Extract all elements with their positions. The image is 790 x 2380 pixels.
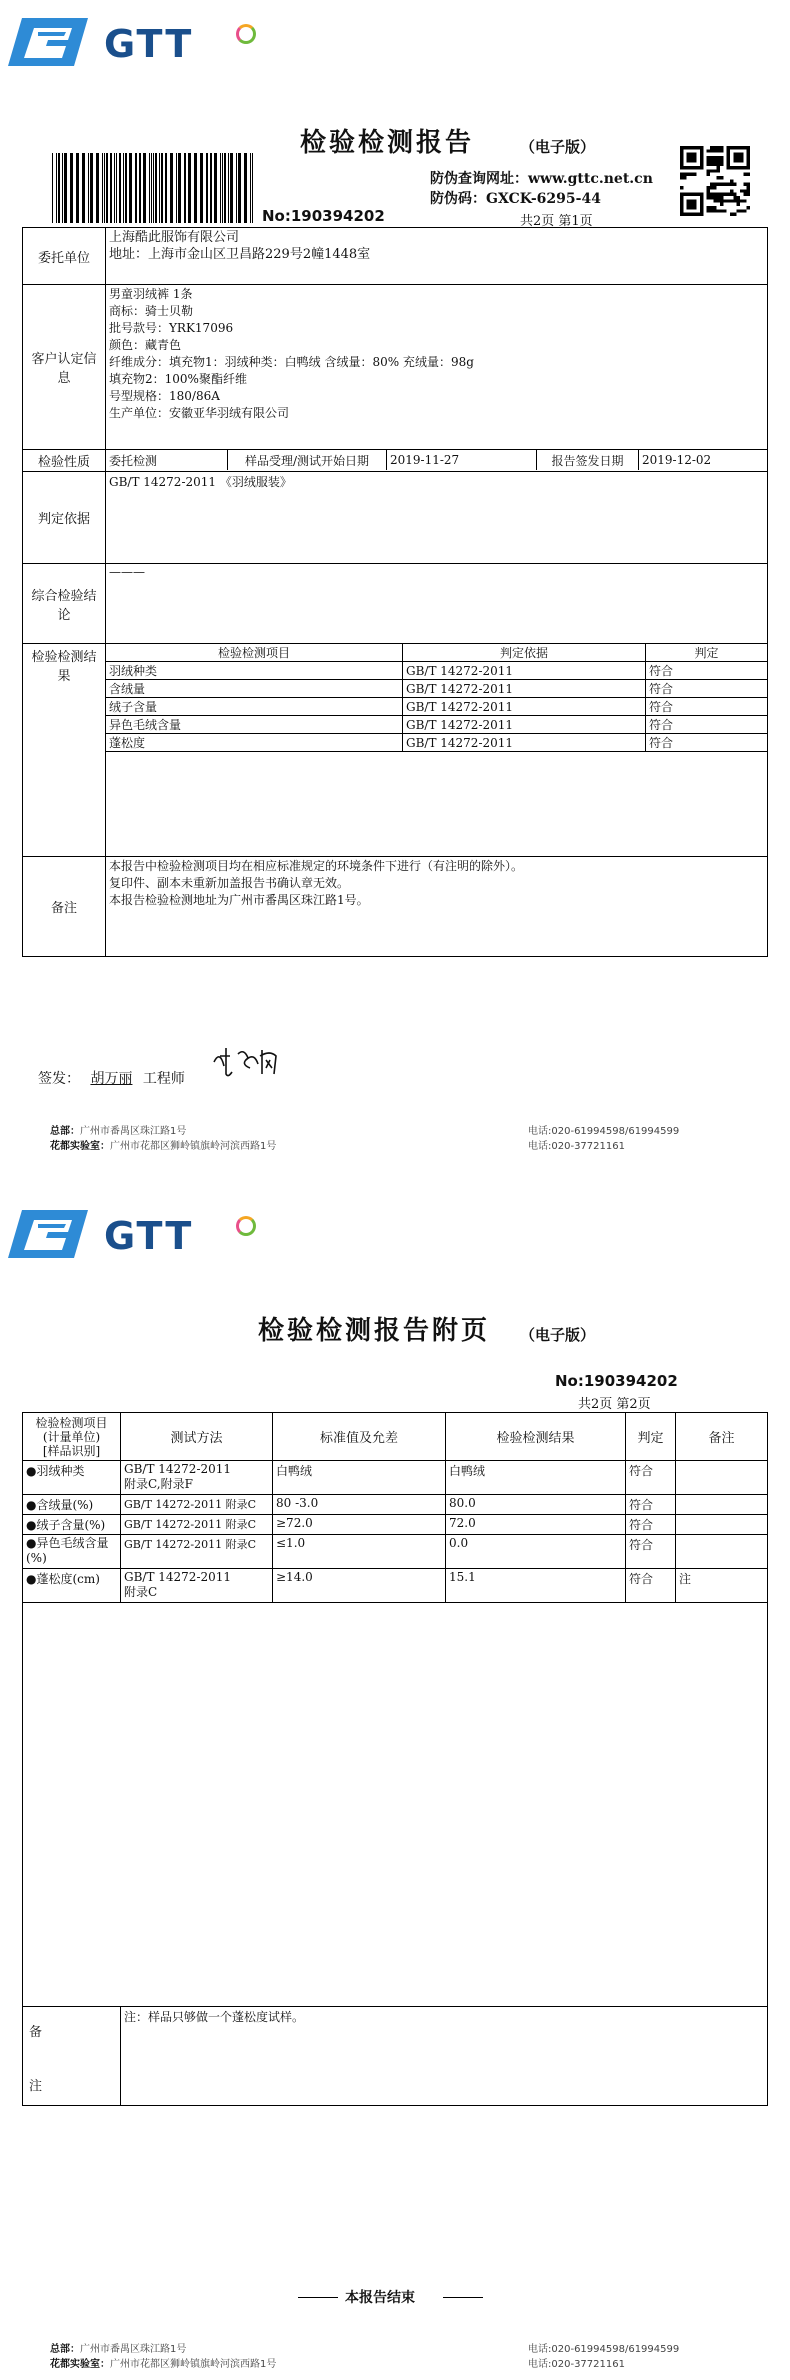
- page-count: 共2页 第2页: [578, 1397, 651, 1412]
- customer-line: 填充物2：100%聚酯纤维: [109, 372, 247, 386]
- appendix-note: [676, 1495, 768, 1515]
- appendix-table: [22, 1412, 768, 2106]
- basis-value: GB/T 14272-2011 《羽绒服装》: [106, 472, 768, 564]
- remark-label-char: 备: [29, 2025, 43, 2040]
- end-text: 本报告结束: [345, 2290, 415, 2306]
- appendix-blank-area: [23, 1603, 768, 2007]
- received-date-value: 2019-11-27: [387, 450, 537, 470]
- appendix-method: GB/T 14272-2011 附录C,附录F: [121, 1461, 273, 1495]
- appendix-note: [676, 1515, 768, 1535]
- appendix-judge: 符合: [626, 1535, 676, 1569]
- report-number: No:190394202: [262, 207, 385, 225]
- end-line-left: [298, 2297, 338, 2298]
- page-title: 检验检测报告: [300, 128, 475, 158]
- sign-title: 工程师: [142, 1071, 185, 1087]
- table-row: [106, 734, 767, 752]
- result-judge: 符合: [646, 662, 768, 680]
- customer-line: 商标：骑士贝勒: [109, 304, 194, 318]
- customer-line: 号型规格：180/86A: [109, 389, 220, 403]
- appendix-item: ●羽绒种类: [23, 1461, 121, 1495]
- verify-site: 防伪查询网址：www.gttc.net.cn: [430, 171, 653, 187]
- result-item: 含绒量: [106, 680, 403, 698]
- gtt-logo-icon: [8, 1210, 88, 1258]
- customer-line: 男童羽绒裤 1条: [109, 287, 193, 301]
- table-row: [23, 1515, 768, 1535]
- result-item: 异色毛绒含量: [106, 716, 403, 734]
- result-basis: GB/T 14272-2011: [403, 734, 646, 752]
- footer-lab: [50, 2355, 276, 2370]
- appendix-result: 72.0: [446, 1515, 626, 1535]
- gtt-logo-icon: [8, 18, 88, 66]
- table-row: [23, 1495, 768, 1515]
- footer-lab-label: 花都实验室：: [50, 2359, 110, 2370]
- conclusion-label: 综合检验结论: [23, 564, 106, 644]
- issue-date-label: 报告签发日期: [537, 450, 639, 470]
- result-judge: 符合: [646, 716, 768, 734]
- footer-hq-label: 总部：: [50, 2344, 80, 2355]
- gtt-logo: [8, 1210, 268, 1260]
- appendix-judge: 符合: [626, 1495, 676, 1515]
- remark-label-cell: [23, 2007, 121, 2106]
- remarks-label: 备注: [23, 857, 106, 957]
- appendix-standard: 80 -3.0: [273, 1495, 446, 1515]
- result-item: 羽绒种类: [106, 662, 403, 680]
- result-judge: 符合: [646, 680, 768, 698]
- nature-value: 委托检测: [106, 450, 228, 470]
- result-item: 绒子含量: [106, 698, 403, 716]
- result-basis: GB/T 14272-2011: [403, 662, 646, 680]
- issue-date-value: 2019-12-02: [639, 450, 768, 470]
- appendix-result: 白鸭绒: [446, 1461, 626, 1495]
- customer-line: 批号款号：YRK17096: [109, 321, 234, 335]
- appendix-header: 测试方法: [121, 1413, 273, 1461]
- brand-name: GTT: [104, 22, 194, 66]
- appendix-standard: 白鸭绒: [273, 1461, 446, 1495]
- client-address: 地址：上海市金山区卫昌路229号2幢1448室: [109, 247, 371, 262]
- appendix-note: [676, 1461, 768, 1495]
- customer-line: 生产单位：安徽亚华羽绒有限公司: [109, 406, 290, 420]
- result-item: 蓬松度: [106, 734, 403, 752]
- results-label: 检验检测结果: [23, 644, 106, 857]
- appendix-note: 注: [676, 1569, 768, 1603]
- appendix-header: 判定: [626, 1413, 676, 1461]
- brand-name: GTT: [104, 1214, 194, 1258]
- report-main-table: [22, 227, 768, 957]
- footer-hq-label: 总部：: [50, 1126, 80, 1137]
- appendix-result: 80.0: [446, 1495, 626, 1515]
- report-page-2: [0, 1190, 790, 2380]
- page-subtitle: （电子版）: [520, 138, 596, 156]
- basis-label: 判定依据: [23, 472, 106, 564]
- appendix-method: GB/T 14272-2011 附录C: [121, 1495, 273, 1515]
- appendix-method: GB/T 14272-2011 附录C: [121, 1569, 273, 1603]
- results-table: [106, 644, 767, 752]
- result-basis: GB/T 14272-2011: [403, 680, 646, 698]
- footer-hq: [50, 2340, 186, 2355]
- appendix-header: 备注: [676, 1413, 768, 1461]
- appendix-method: GB/T 14272-2011 附录C: [121, 1515, 273, 1535]
- appendix-judge: 符合: [626, 1569, 676, 1603]
- appendix-item: ●含绒量(%): [23, 1495, 121, 1515]
- table-row: [106, 662, 767, 680]
- appendix-header: 标准值及允差: [273, 1413, 446, 1461]
- nature-label: 检验性质: [23, 450, 106, 472]
- brand-dot-icon: [236, 24, 256, 44]
- page-count: 共2页 第1页: [520, 214, 593, 229]
- report-number: No:190394202: [555, 1372, 678, 1390]
- footer-phone-2: 电话:020-37721161: [528, 2359, 625, 2370]
- footer-lab-label: 花都实验室：: [50, 1141, 110, 1152]
- table-row: [23, 1535, 768, 1569]
- footer-phone-1: 电话:020-61994598/61994599: [528, 2344, 680, 2355]
- conclusion-value: ———: [106, 564, 768, 644]
- appendix-header: 检验检测项目 (计量单位) [样品识别]: [23, 1413, 121, 1461]
- remark-label-char: 注: [29, 2079, 43, 2094]
- gtt-logo: [8, 18, 268, 68]
- table-row: [106, 680, 767, 698]
- signature-block: [38, 1068, 185, 1088]
- footer-lab: [50, 1137, 276, 1152]
- footer-phone-2: 电话:020-37721161: [528, 1141, 625, 1152]
- appendix-header: 检验检测结果: [446, 1413, 626, 1461]
- footer-lab-address: 广州市花都区狮岭镇旗岭河滨西路1号: [110, 1141, 277, 1152]
- footer-phone-1: 电话:020-61994598/61994599: [528, 1126, 680, 1137]
- result-judge: 符合: [646, 698, 768, 716]
- appendix-note: [676, 1535, 768, 1569]
- appendix-judge: 符合: [626, 1515, 676, 1535]
- footer-hq: [50, 1122, 186, 1137]
- customer-info-label: 客户认定信息: [23, 285, 106, 450]
- table-row: [106, 716, 767, 734]
- sign-name: 胡万丽: [90, 1071, 133, 1087]
- sign-label: 签发：: [38, 1071, 80, 1087]
- appendix-item: ●异色毛绒含量 (%): [23, 1535, 121, 1569]
- page-title: 检验检测报告附页: [258, 1316, 491, 1346]
- appendix-item: ●蓬松度(cm): [23, 1569, 121, 1603]
- table-row: [23, 1461, 768, 1495]
- remark-line: 本报告检验检测地址为广州市番禺区珠江路1号。: [109, 893, 369, 907]
- barcode-image: [50, 153, 258, 223]
- appendix-item: ●绒子含量(%): [23, 1515, 121, 1535]
- end-line-right: [443, 2297, 483, 2298]
- remark-line: 复印件、副本未重新加盖报告书确认章无效。: [109, 876, 350, 890]
- table-row: [106, 698, 767, 716]
- results-header: 判定: [646, 644, 768, 662]
- results-header: 判定依据: [403, 644, 646, 662]
- table-row: [23, 1569, 768, 1603]
- footer-hq-address: 广州市番禺区珠江路1号: [80, 2344, 187, 2355]
- brand-dot-icon: [236, 1216, 256, 1236]
- appendix-judge: 符合: [626, 1461, 676, 1495]
- result-basis: GB/T 14272-2011: [403, 698, 646, 716]
- footer-hq-address: 广州市番禺区珠江路1号: [80, 1126, 187, 1137]
- appendix-result: 15.1: [446, 1569, 626, 1603]
- result-judge: 符合: [646, 734, 768, 752]
- appendix-result: 0.0: [446, 1535, 626, 1569]
- customer-line: 纤维成分：填充物1：羽绒种类：白鸭绒 含绒量：80% 充绒量：98g: [109, 355, 474, 369]
- remark-line: 本报告中检验检测项目均在相应标准规定的环境条件下进行（有注明的除外）。: [109, 859, 524, 873]
- results-header: 检验检测项目: [106, 644, 403, 662]
- appendix-standard: ≤1.0: [273, 1535, 446, 1569]
- appendix-method: GB/T 14272-2011 附录C: [121, 1535, 273, 1569]
- customer-line: 颜色：藏青色: [109, 338, 182, 352]
- received-date-label: 样品受理/测试开始日期: [228, 450, 387, 470]
- remark-text: 注：样品只够做一个蓬松度试样。: [121, 2007, 768, 2106]
- handwritten-signature: [210, 1042, 290, 1082]
- client-name: 上海酷此服饰有限公司: [109, 230, 240, 245]
- footer-lab-address: 广州市花都区狮岭镇旗岭河滨西路1号: [110, 2359, 277, 2370]
- verify-code: 防伪码：GXCK-6295-44: [430, 191, 601, 207]
- appendix-standard: ≥14.0: [273, 1569, 446, 1603]
- result-basis: GB/T 14272-2011: [403, 716, 646, 734]
- client-label: 委托单位: [23, 228, 106, 285]
- appendix-standard: ≥72.0: [273, 1515, 446, 1535]
- qr-code-image: [680, 146, 750, 216]
- page-subtitle: （电子版）: [520, 1326, 596, 1344]
